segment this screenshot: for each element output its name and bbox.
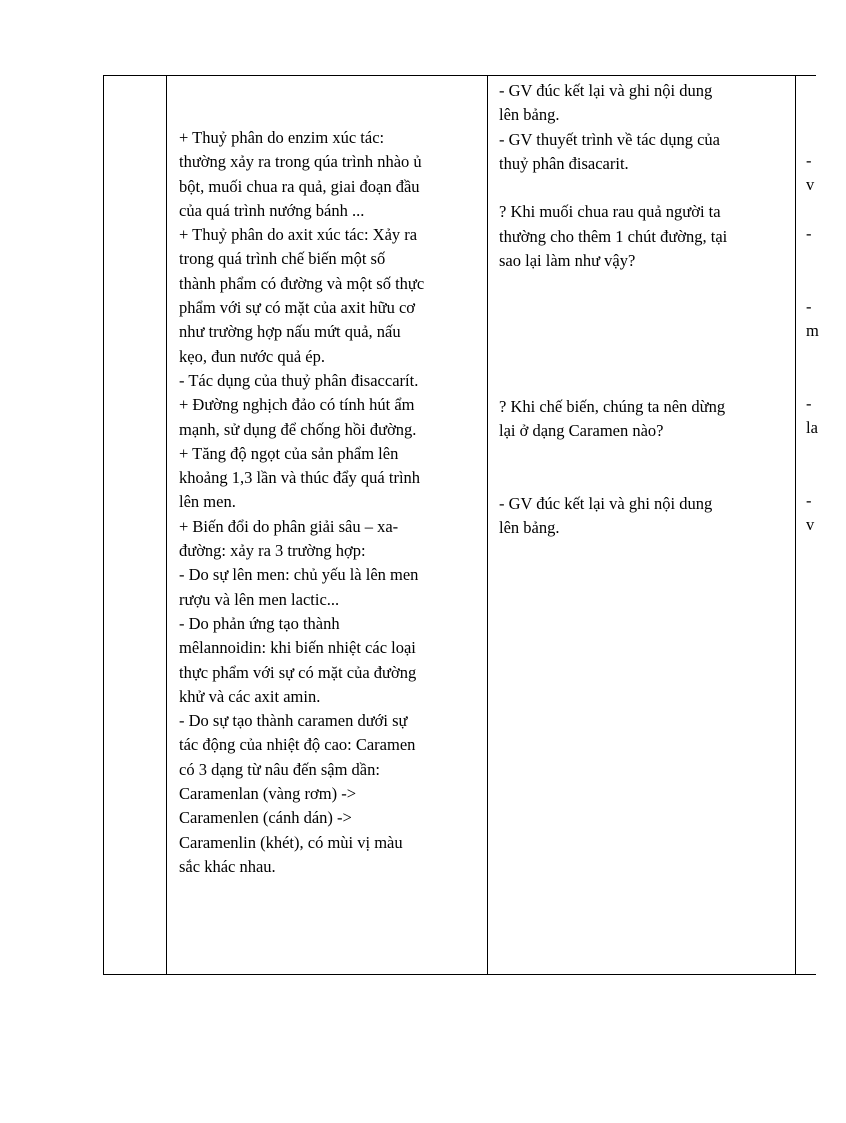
text-line: [806, 343, 846, 367]
text-line: [499, 322, 789, 346]
content-text-block: [179, 126, 479, 879]
text-line: Caramenlen (cánh dán) ->: [179, 808, 352, 828]
table-column-student-activity: [796, 76, 826, 974]
text-line: v: [806, 175, 815, 195]
text-line: + Đường nghịch đảo có tính hút ẩm: [179, 395, 415, 415]
text-line: - Tác dụng của thuỷ phân đisaccarít.: [179, 370, 419, 390]
text-line: của quá trình nướng bánh ...: [179, 200, 365, 220]
table-column-teacher-activity: [488, 76, 796, 974]
text-line: sao lại làm như vậy?: [499, 251, 636, 271]
text-line: [806, 440, 846, 464]
text-line: khử và các axit amin.: [179, 686, 321, 706]
text-line: la: [806, 418, 818, 438]
text-line: - GV đúc kết lại và ghi nội dung: [499, 494, 713, 514]
text-line: [499, 298, 789, 322]
text-line: tác động của nhiệt độ cao: Caramen: [179, 735, 416, 755]
text-line: -: [806, 223, 812, 243]
text-line: [806, 125, 846, 149]
text-line: đường: xảy ra 3 trường hợp:: [179, 541, 366, 561]
text-line: thường cho thêm 1 chút đường, tại: [499, 226, 728, 246]
text-line: sắc khác nhau.: [179, 856, 276, 876]
text-line: [806, 270, 846, 294]
text-line: ? Khi muối chua rau quả người ta: [499, 202, 721, 222]
text-line: [806, 465, 846, 489]
text-line: khoảng 1,3 lần và thúc đẩy quá trình: [179, 468, 421, 488]
text-line: - Do sự tạo thành caramen dưới sự: [179, 711, 408, 731]
text-line: mêlannoidin: khi biến nhiệt các loại: [179, 638, 416, 658]
text-line: có 3 dạng từ nâu đến sậm dần:: [179, 759, 380, 779]
text-line: Caramenlan (vàng rơm) ->: [179, 784, 357, 804]
text-line: - GV thuyết trình về tác dụng của: [499, 129, 721, 149]
text-line: v: [806, 515, 815, 535]
text-line: Caramenlin (khét), có mùi vị màu: [179, 832, 403, 852]
text-line: trong quá trình chế biến một số: [179, 249, 386, 269]
text-line: [499, 176, 789, 200]
text-line: -: [806, 393, 812, 413]
teacher-activity-text-block: [499, 79, 789, 541]
text-line: [806, 100, 846, 124]
student-activity-text-block: [806, 76, 846, 538]
text-line: mạnh, sử dụng để chống hồi đường.: [179, 419, 417, 439]
text-line: -: [806, 491, 812, 511]
table-column-empty: [104, 76, 167, 974]
text-line: lên bảng.: [499, 105, 560, 125]
text-line: [806, 246, 846, 270]
text-line: lên bảng.: [499, 518, 560, 538]
table-column-content: [167, 76, 488, 974]
text-line: thành phẩm có đường và một số thực: [179, 273, 425, 293]
text-line: lên men.: [179, 492, 236, 512]
text-line: + Biến đổi do phân giải sâu – xa-: [179, 516, 399, 536]
text-line: -: [806, 296, 812, 316]
text-line: kẹo, đun nước quả ép.: [179, 346, 325, 366]
text-line: -: [806, 150, 812, 170]
text-line: [499, 468, 789, 492]
text-line: + Thuỷ phân do enzim xúc tác:: [179, 128, 385, 147]
text-line: [806, 76, 846, 100]
text-line: [806, 197, 846, 221]
text-line: lại ở dạng Caramen nào?: [499, 421, 664, 441]
text-line: rượu và lên men lactic...: [179, 589, 340, 609]
text-line: [499, 443, 789, 467]
text-line: - Do sự lên men: chủ yếu là lên men: [179, 565, 419, 585]
text-line: thực phẩm với sự có mặt của đường: [179, 662, 417, 682]
text-line: [499, 371, 789, 395]
text-line: [806, 368, 846, 392]
text-line: phẩm với sự có mặt của axit hữu cơ: [179, 298, 416, 318]
content-table: [103, 75, 819, 975]
text-line: [499, 346, 789, 370]
text-line: m: [806, 320, 819, 340]
text-line: thường xảy ra trong qúa trình nhào ủ: [179, 152, 422, 172]
text-line: - GV đúc kết lại và ghi nội dung: [499, 81, 713, 100]
text-line: + Thuỷ phân do axit xúc tác: Xảy ra: [179, 225, 418, 245]
text-line: thuỷ phân đisacarit.: [499, 153, 629, 173]
text-line: [499, 273, 789, 297]
text-line: ? Khi chế biến, chúng ta nên dừng: [499, 396, 726, 416]
text-line: bột, muối chua ra quả, giai đoạn đầu: [179, 176, 420, 196]
text-line: - Do phản ứng tạo thành: [179, 613, 340, 633]
text-line: + Tăng độ ngọt của sản phẩm lên: [179, 443, 399, 463]
text-line: như trường hợp nấu mứt quả, nấu: [179, 322, 401, 342]
